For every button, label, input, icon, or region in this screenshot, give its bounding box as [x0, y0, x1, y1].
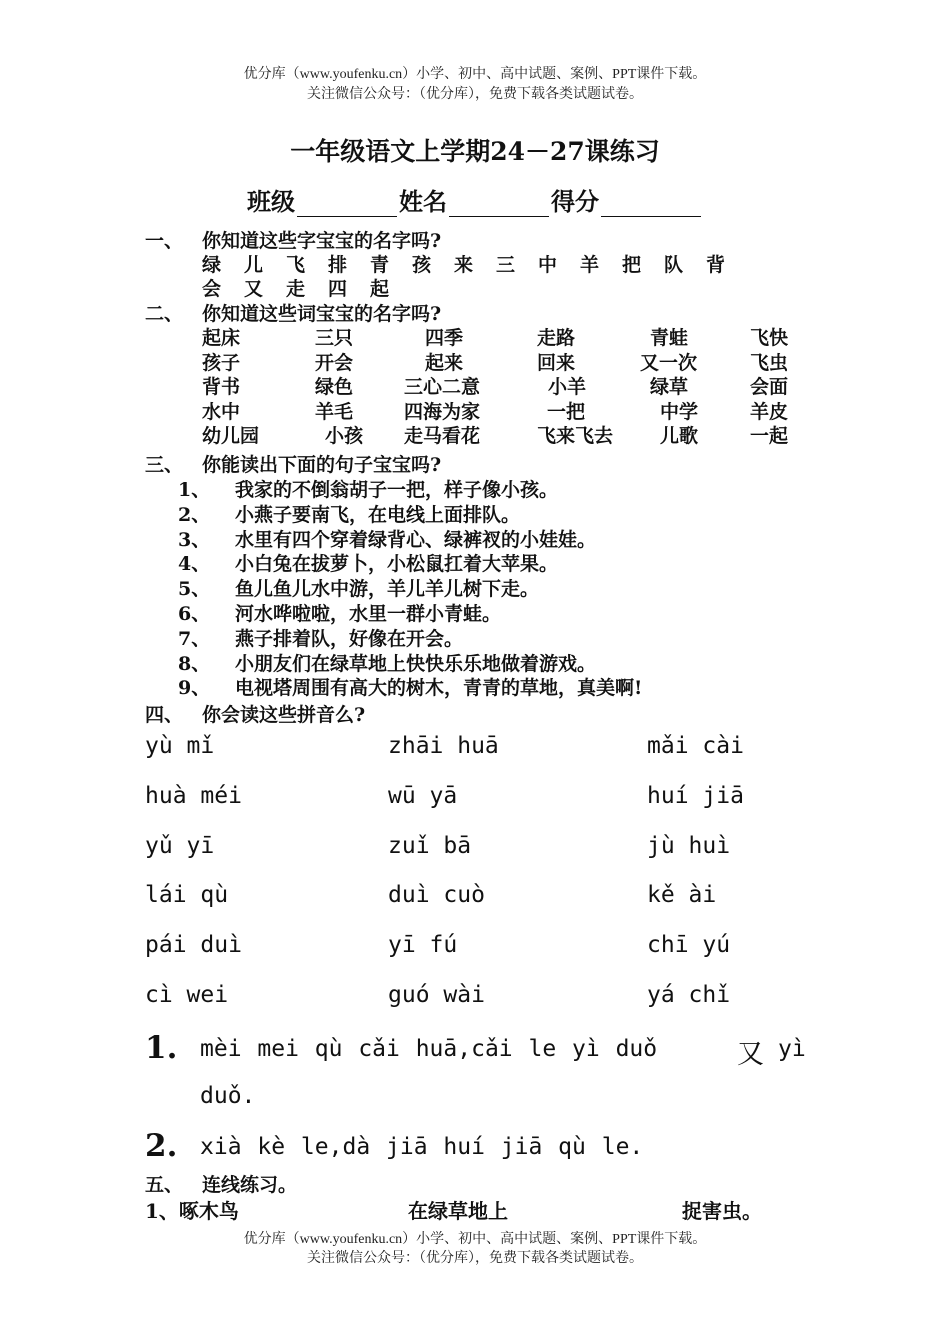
- word-cell: 飞快: [750, 327, 789, 349]
- section-4-number: 四、: [145, 704, 184, 726]
- word-cell: 小羊: [548, 376, 587, 398]
- word-cell: 四海为家: [404, 400, 481, 423]
- section-4-prompt: 你会读这些拼音么?: [202, 704, 366, 726]
- word-cell: 又一次: [640, 351, 698, 374]
- sentence-number: 8、: [178, 652, 211, 675]
- word-cell: 回来: [537, 351, 576, 374]
- sentence-text: 我家的不倒翁胡子一把，样子像小孩。: [235, 479, 559, 501]
- name-blank[interactable]: [449, 190, 549, 217]
- class-label: 班级: [247, 187, 295, 216]
- pinyin-word: lái qù: [145, 882, 229, 909]
- pinyin-word: jù huì: [647, 832, 731, 859]
- score-label: 得分: [551, 187, 599, 216]
- page-title: 一年级语文上学期24－27课练习: [290, 137, 660, 166]
- sentence-number: 2、: [178, 503, 211, 526]
- word-cell: 孩子: [202, 351, 241, 374]
- word-cell: 背书: [202, 376, 241, 398]
- section-5-number: 五、: [145, 1174, 184, 1196]
- pinyin-word: chī yú: [647, 932, 731, 959]
- pinyin-word: zuǐ bā: [388, 832, 472, 859]
- pinyin-word: yī fú: [388, 932, 458, 959]
- footer-line-1: 优分库（www.youfenku.cn）小学、初中、高中试题、案例、PPT课件下载。: [243, 1232, 707, 1247]
- pinyin-word: pái duì: [145, 932, 242, 959]
- word-cell: 一把: [547, 400, 586, 423]
- word-cell: 水中: [202, 400, 241, 423]
- section-2-prompt: 你知道这些词宝宝的名字吗?: [202, 303, 442, 325]
- word-cell: 幼儿园: [202, 425, 260, 447]
- score-blank[interactable]: [601, 190, 701, 217]
- sentence-text: 小白兔在拔萝卜，小松鼠扛着大苹果。: [235, 553, 559, 576]
- pinyin-word: yù mǐ: [145, 733, 215, 759]
- pinyin-word: guó wài: [388, 982, 485, 1008]
- pinyin-sentence-1-part-a: mèi mei qù cǎi huā,cǎi le yì duǒ: [200, 1036, 658, 1062]
- pinyin-word: duì cuò: [388, 882, 485, 909]
- section-5-prompt: 连线练习。: [202, 1174, 298, 1196]
- section-1-prompt: 你知道这些字宝宝的名字吗?: [202, 230, 442, 252]
- word-cell: 羊毛: [315, 400, 354, 423]
- pinyin-word: zhāi huā: [388, 733, 499, 759]
- matching-item-1-left[interactable]: 1、啄木鸟: [145, 1199, 239, 1223]
- pinyin-word: cì wei: [145, 982, 229, 1008]
- word-cell: 三只: [315, 327, 354, 349]
- section-1-number: 一、: [145, 230, 184, 252]
- word-cell: 走马看花: [404, 425, 481, 447]
- pinyin-sentence-2: xià kè le,dà jiā huí jiā qù le.: [200, 1134, 644, 1160]
- footer-line-2: 关注微信公众号：（优分库），免费下载各类试题试卷。: [307, 1251, 643, 1266]
- pinyin-sentence-1-char: 又: [737, 1039, 764, 1070]
- sentence-text: 小朋友们在绿草地上快快乐乐地做着游戏。: [235, 652, 597, 675]
- word-cell: 飞来飞去: [537, 425, 614, 447]
- section-3-prompt: 你能读出下面的句子宝宝吗?: [202, 454, 442, 476]
- pinyin-word: yǔ yī: [145, 832, 215, 859]
- pinyin-word: wū yā: [388, 782, 458, 809]
- pinyin-sentence-1-part-b: yì: [778, 1036, 806, 1062]
- word-cell: 四季: [425, 327, 464, 349]
- word-cell: 小孩: [325, 425, 364, 447]
- pinyin-sentence-1-number: 1.: [145, 1030, 178, 1066]
- sentence-number: 7、: [178, 627, 211, 650]
- sentence-text: 燕子排着队，好像在开会。: [235, 627, 464, 650]
- sentence-number: 1、: [178, 479, 211, 501]
- section-3-number: 三、: [145, 454, 184, 476]
- class-blank[interactable]: [297, 190, 397, 217]
- name-label: 姓名: [399, 187, 447, 216]
- header-line-2: 关注微信公众号：（优分库），免费下载各类试题试卷。: [307, 87, 643, 102]
- pinyin-word: huà méi: [145, 782, 242, 809]
- sentence-text: 电视塔周围有高大的树木，青青的草地，真美啊!: [235, 677, 643, 700]
- sentence-text: 小燕子要南飞，在电线上面排队。: [235, 503, 521, 526]
- matching-item-1-middle[interactable]: 在绿草地上: [408, 1199, 508, 1223]
- pinyin-word: mǎi cài: [647, 733, 744, 759]
- sentence-text: 鱼儿鱼儿水中游，羊儿羊儿树下走。: [235, 578, 540, 601]
- pinyin-sentence-2-number: 2.: [145, 1128, 178, 1164]
- word-cell: 起床: [202, 327, 241, 349]
- word-cell: 羊皮: [750, 400, 789, 423]
- pinyin-word: yá chǐ: [647, 982, 731, 1008]
- word-cell: 绿色: [315, 376, 354, 398]
- sentence-number: 4、: [178, 553, 211, 576]
- word-cell: 三心二意: [404, 376, 481, 398]
- matching-item-1-right[interactable]: 捉害虫。: [682, 1199, 762, 1223]
- sentence-number: 9、: [178, 677, 211, 700]
- pinyin-word: kě ài: [647, 882, 717, 909]
- sentence-text: 河水哗啦啦，水里一群小青蛙。: [235, 603, 502, 625]
- word-cell: 走路: [537, 327, 576, 349]
- word-cell: 中学: [660, 400, 699, 423]
- sentence-number: 5、: [178, 578, 211, 601]
- word-cell: 青蛙: [650, 327, 689, 349]
- student-info-line: [0, 182, 950, 217]
- header-line-1: 优分库（www.youfenku.cn）小学、初中、高中试题、案例、PPT课件下载。: [243, 67, 707, 82]
- section-1-chars-row-1: 绿 儿 飞 排 青 孩 来 三 中 羊 把 队 背: [202, 254, 728, 276]
- sentence-number: 6、: [178, 603, 211, 625]
- sentence-number: 3、: [178, 528, 211, 551]
- word-cell: 一起: [750, 425, 789, 447]
- word-cell: 儿歌: [660, 425, 699, 447]
- sentence-text: 水里有四个穿着绿背心、绿裤衩的小娃娃。: [235, 528, 597, 551]
- word-cell: 开会: [315, 351, 354, 374]
- word-cell: 起来: [425, 351, 464, 374]
- section-2-number: 二、: [145, 303, 184, 325]
- pinyin-word: huí jiā: [647, 782, 744, 809]
- pinyin-sentence-1-part-c: duǒ.: [200, 1083, 256, 1109]
- word-cell: 绿草: [650, 376, 689, 398]
- word-cell: 会面: [750, 376, 789, 398]
- word-cell: 飞虫: [750, 351, 789, 374]
- section-1-chars-row-2: 会 又 走 四 起: [202, 278, 392, 300]
